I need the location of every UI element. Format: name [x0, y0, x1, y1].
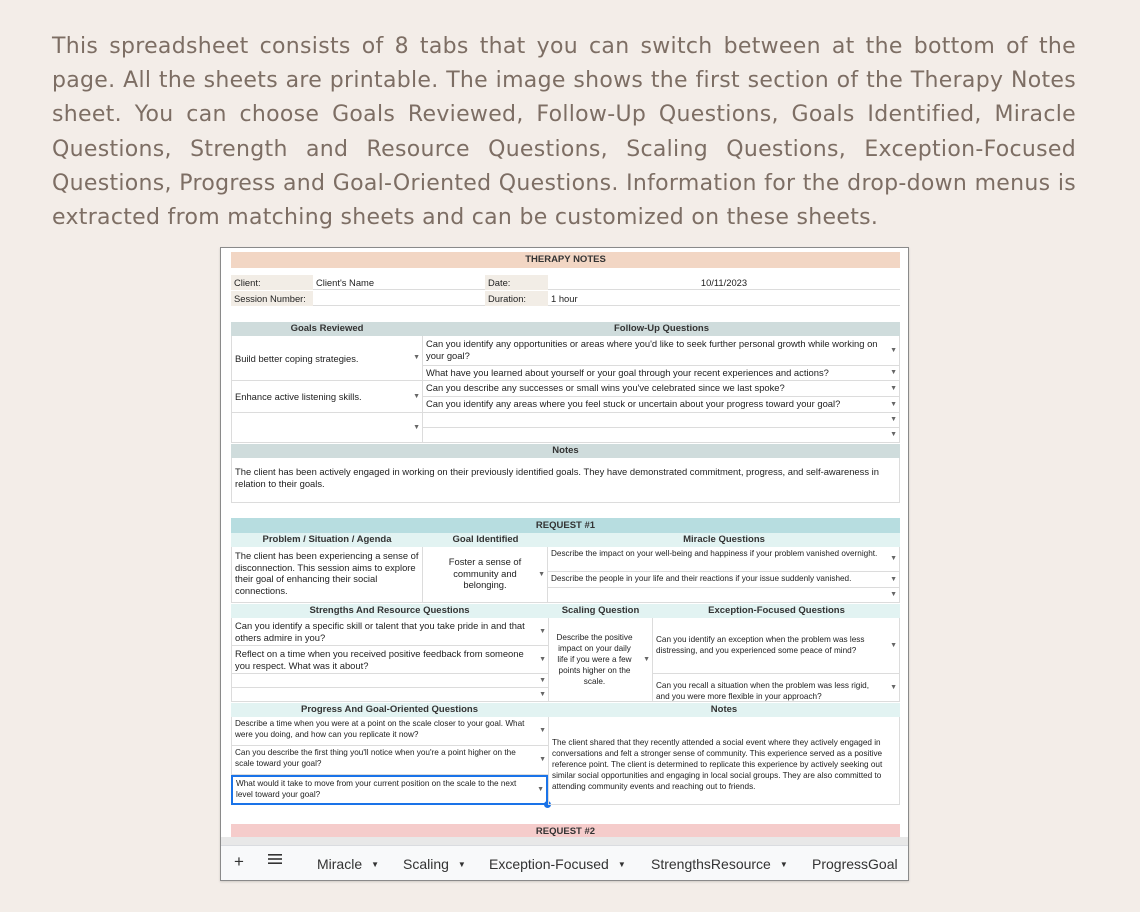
- followup-question-3: Can you describe any successes or small wins you've celebrated since we last spoke?: [426, 382, 785, 393]
- scaling-question-text: Describe the positive impact on your daily life if you were a few points higher on the scale.: [556, 633, 633, 686]
- dropdown-arrow-icon: ▼: [890, 431, 897, 438]
- goal-reviewed-dropdown-2[interactable]: [231, 381, 423, 413]
- caret-down-icon: ▼: [617, 860, 626, 869]
- followup-dropdown-2[interactable]: [423, 366, 900, 381]
- request-notes-text: The client shared that they recently attended a social event where they actively engaged in conversations and felt a stronger sense of community. This experience served as a positive reference point. The client is determined to replicate this experience by actively seeking out similar social opportunities and engaging in local social groups. They are also committed to attending community events and reaching out to friends.: [552, 738, 883, 791]
- intro-paragraph: This spreadsheet consists of 8 tabs that you can switch between at the bottom of the page. All the sheets are printable. The image shows the first section of the Therapy Notes sheet. You can choose Goals Reviewed, Follow-Up Questions, Goals Identified, Miracle Questions, Strength and Resource Questions, Scaling Questions, Exception-Focused Questions, Progress and Goal-Oriented Questions. Information for the drop-down menus is extracted from matching sheets and can be customized on these sheets.: [52, 34, 1076, 231]
- dropdown-arrow-icon: ▼: [413, 423, 420, 431]
- strengths-dropdown-4[interactable]: [231, 688, 548, 702]
- strengths-dropdown-1[interactable]: [231, 618, 548, 646]
- sheet-tabs-bar: [221, 845, 908, 881]
- dropdown-arrow-icon: ▼: [890, 591, 897, 598]
- strengths-dropdown-2[interactable]: [231, 646, 548, 674]
- session-number-cell[interactable]: [313, 291, 485, 306]
- progress-dropdown-3[interactable]: [231, 775, 548, 805]
- dropdown-arrow-icon: ▼: [890, 400, 897, 408]
- date-label: Date:: [485, 275, 548, 290]
- dropdown-arrow-icon: ▼: [890, 384, 897, 392]
- client-value-cell[interactable]: [313, 275, 485, 290]
- strengths-question-3: [232, 674, 548, 678]
- dropdown-arrow-icon: ▼: [890, 346, 897, 354]
- goal-reviewed-3: [232, 413, 422, 417]
- strengths-question-1: Can you identify a specific skill or talent that you take pride in and that others admire in you?: [235, 620, 525, 643]
- tab-strengths-resource[interactable]: [651, 855, 788, 874]
- dropdown-arrow-icon: ▼: [539, 727, 546, 734]
- exception-question-1: Can you identify an exception when the problem was less distressing, and you experienced some peace of mind?: [656, 635, 865, 655]
- progress-dropdown-2[interactable]: [231, 746, 548, 775]
- miracle-questions-header: Miracle Questions: [548, 533, 900, 547]
- scaling-question-dropdown[interactable]: [548, 618, 653, 702]
- miracle-dropdown-2[interactable]: [548, 572, 900, 588]
- progress-header: Progress And Goal-Oriented Questions: [231, 703, 548, 717]
- request-1-section: [231, 518, 900, 823]
- caret-down-icon: ▼: [457, 860, 466, 869]
- notes-text: The client has been actively engaged in working on their previously identified goals. They have demonstrated commitment, progress, and self-awareness in relation to their goals.: [235, 466, 879, 489]
- miracle-dropdown-1[interactable]: [548, 547, 900, 572]
- miracle-question-3: [548, 588, 899, 592]
- strengths-question-4: [232, 688, 548, 692]
- dropdown-arrow-icon: ▼: [890, 555, 897, 562]
- dropdown-arrow-icon: ▼: [890, 575, 897, 583]
- followup-questions-header: Follow-Up Questions: [423, 322, 900, 336]
- duration-value-cell[interactable]: [548, 291, 900, 306]
- exception-dropdown-1[interactable]: [653, 618, 900, 674]
- spreadsheet-screenshot: [220, 247, 909, 881]
- scaling-question-header: Scaling Question: [548, 604, 653, 618]
- progress-question-2: Can you describe the first thing you'll notice when you're a point higher on the scale toward your goal?: [235, 748, 516, 768]
- tab-exception-focused-label: Exception-Focused: [489, 856, 609, 872]
- list-icon[interactable]: [268, 852, 282, 870]
- request-2-title: REQUEST #2: [231, 824, 900, 839]
- followup-dropdown-3[interactable]: [423, 381, 900, 397]
- exception-question-2: Can you recall a situation when the problem was less rigid, and you were more flexible in your approach?: [656, 681, 869, 701]
- notes-header: Notes: [231, 444, 900, 458]
- exception-header: Exception-Focused Questions: [653, 604, 900, 618]
- sheet-title: THERAPY NOTES: [231, 252, 900, 268]
- progress-question-1: Describe a time when you were at a point on the scale closer to your goal. What were you doing, and how can you replicate it now?: [235, 719, 525, 739]
- goal-reviewed-1: Build better coping strategies.: [235, 353, 359, 364]
- followup-dropdown-1[interactable]: [423, 336, 900, 366]
- goals-reviewed-header: Goals Reviewed: [231, 322, 423, 336]
- miracle-question-1: Describe the impact on your well-being and happiness if your problem vanished overnight.: [551, 549, 878, 558]
- followup-question-6: [423, 428, 899, 432]
- followup-question-2: What have you learned about yourself or your goal through your recent experiences and actions?: [426, 367, 829, 378]
- followup-question-1: Can you identify any opportunities or areas where you'd like to seek further personal growth while working on your goal?: [426, 338, 878, 361]
- date-value: 10/11/2023: [700, 277, 748, 288]
- followup-dropdown-4[interactable]: [423, 397, 900, 413]
- dropdown-arrow-icon: ▼: [539, 690, 546, 698]
- problem-cell[interactable]: [231, 547, 423, 603]
- miracle-dropdown-3[interactable]: [548, 588, 900, 603]
- dropdown-arrow-icon: ▼: [643, 655, 650, 663]
- dropdown-arrow-icon: ▼: [537, 786, 544, 793]
- client-label: Client:: [231, 275, 313, 290]
- caret-down-icon: ▼: [779, 860, 788, 869]
- exception-dropdown-2[interactable]: [653, 674, 900, 702]
- problem-text: The client has been experiencing a sense of disconnection. This session aims to explore their goal of enhancing their social connections.: [235, 550, 419, 596]
- dropdown-arrow-icon: ▼: [539, 676, 546, 684]
- request-1-title: REQUEST #1: [231, 518, 900, 533]
- client-value: Client's Name: [316, 277, 375, 288]
- session-number-label: Session Number:: [231, 291, 313, 306]
- followup-question-5: [423, 413, 899, 417]
- caret-down-icon: ▼: [371, 860, 380, 869]
- strengths-header: Strengths And Resource Questions: [231, 604, 548, 618]
- miracle-question-2: Describe the people in your life and their reactions if your issue suddenly vanished.: [551, 574, 852, 583]
- tab-progress-goal-label: ProgressGoal: [812, 856, 898, 872]
- followup-dropdown-5[interactable]: [423, 413, 900, 428]
- request-notes-cell[interactable]: [548, 717, 900, 805]
- duration-label: Duration:: [485, 291, 548, 306]
- dropdown-arrow-icon: ▼: [890, 683, 897, 691]
- tab-strengths-resource-label: StrengthsResource: [651, 856, 771, 872]
- tab-scaling[interactable]: [403, 855, 466, 874]
- plus-icon[interactable]: +: [234, 852, 244, 871]
- problem-header: Problem / Situation / Agenda: [231, 533, 423, 547]
- goal-identified-dropdown[interactable]: [423, 547, 548, 603]
- goal-identified-text: Foster a sense of community and belonging.: [448, 556, 522, 590]
- dropdown-arrow-icon: ▼: [413, 392, 420, 400]
- dropdown-arrow-icon: ▼: [539, 627, 546, 635]
- goal-reviewed-dropdown-1[interactable]: [231, 336, 423, 381]
- strengths-question-2: Reflect on a time when you received positive feedback from someone you respect. What was it about?: [235, 648, 524, 671]
- tab-exception-focused[interactable]: [489, 855, 626, 874]
- dropdown-arrow-icon: ▼: [538, 570, 545, 578]
- dropdown-arrow-icon: ▼: [890, 641, 897, 649]
- dropdown-arrow-icon: ▼: [413, 354, 420, 361]
- tab-miracle[interactable]: [317, 855, 379, 874]
- horizontal-scrollbar[interactable]: [221, 837, 908, 845]
- tab-progress-goal[interactable]: [812, 855, 898, 873]
- goal-identified-header: Goal Identified: [423, 533, 548, 547]
- followup-dropdown-6[interactable]: [423, 428, 900, 443]
- followup-question-4: Can you identify any areas where you feel stuck or uncertain about your progress toward your goal?: [426, 398, 841, 409]
- notes-cell[interactable]: [231, 458, 900, 503]
- dropdown-arrow-icon: ▼: [890, 416, 897, 423]
- tab-miracle-label: Miracle: [317, 856, 363, 872]
- duration-value: 1 hour: [551, 293, 578, 304]
- progress-dropdown-1[interactable]: [231, 717, 548, 746]
- goal-reviewed-dropdown-3[interactable]: [231, 413, 423, 443]
- dropdown-arrow-icon: ▼: [890, 369, 897, 376]
- request-notes-header: Notes: [548, 703, 900, 717]
- goal-reviewed-2: Enhance active listening skills.: [235, 391, 362, 402]
- dropdown-arrow-icon: ▼: [539, 655, 546, 663]
- strengths-dropdown-3[interactable]: [231, 674, 548, 688]
- progress-question-3: What would it take to move from your current position on the scale to the next level toward your goal?: [236, 779, 517, 799]
- tab-scaling-label: Scaling: [403, 856, 449, 872]
- dropdown-arrow-icon: ▼: [539, 756, 546, 763]
- date-value-cell[interactable]: [548, 275, 900, 290]
